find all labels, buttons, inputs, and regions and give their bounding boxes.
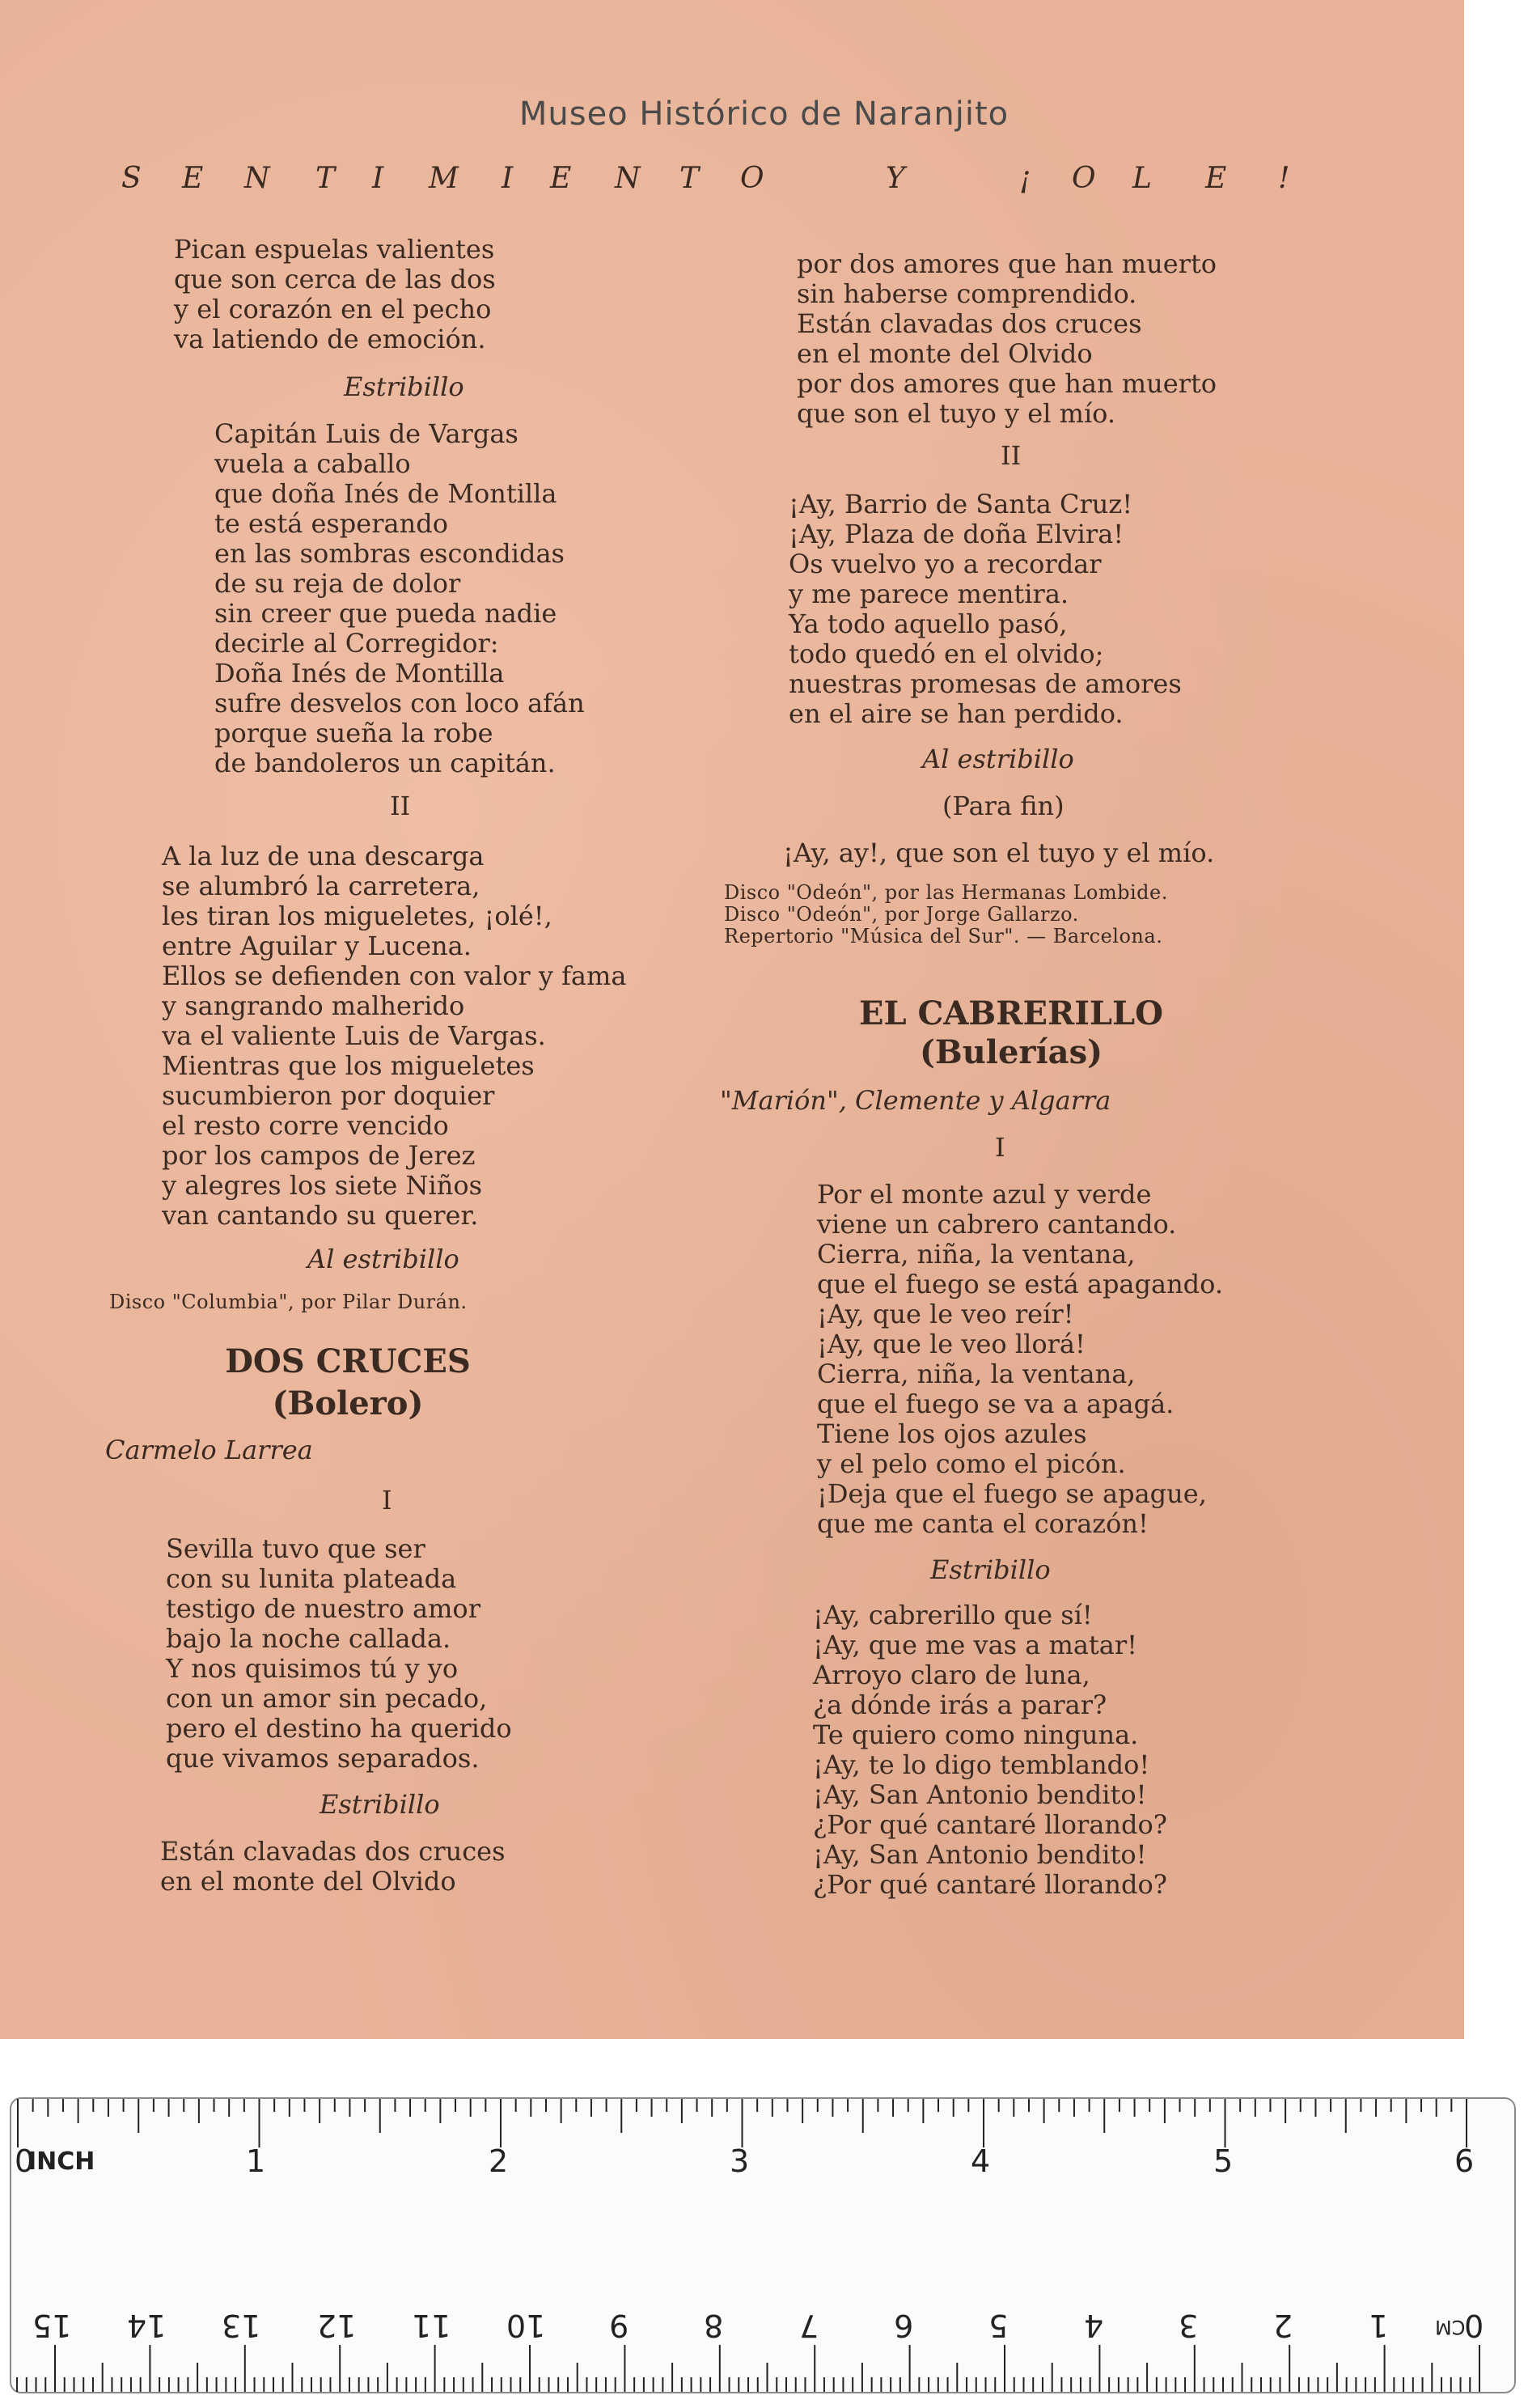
- verse-line: y me parece mentira.: [789, 579, 1069, 609]
- verse-line: ¿Por qué cantaré llorando?: [813, 1869, 1167, 1900]
- cm-number: 10: [506, 2308, 546, 2343]
- ending-line: ¡Ay, ay!, que son el tuyo y el mío.: [783, 837, 1215, 868]
- verse-line: y el pelo como el picón.: [817, 1448, 1126, 1479]
- verse-line: van cantando su querer.: [162, 1200, 479, 1231]
- verse-line: que son cerca de las dos: [174, 264, 496, 295]
- cm-number: 6: [894, 2308, 914, 2343]
- verse-line: que doña Inés de Montilla: [214, 478, 557, 509]
- song-author: Carmelo Larrea: [105, 1435, 313, 1465]
- verse-line: sufre desvelos con loco afán: [214, 688, 585, 719]
- header-letter: E: [1205, 162, 1227, 195]
- left-verse-2: [162, 842, 626, 1231]
- right-verse-4: [813, 1600, 1167, 1900]
- header-letter: N: [244, 162, 270, 195]
- cm-number: 12: [317, 2308, 357, 2343]
- verse-line: por dos amores que han muerto: [797, 248, 1217, 279]
- song-author: "Marión", Clemente y Algarra: [720, 1085, 1111, 1116]
- song-genre: (Bolero): [272, 1384, 424, 1422]
- disco-line: Disco "Odeón", por Jorge Gallarzo.: [724, 903, 1079, 926]
- left-chorus: [214, 419, 585, 778]
- verse-line: que me canta el corazón!: [817, 1508, 1149, 1539]
- verse-line: Arroyo claro de luna,: [813, 1660, 1090, 1690]
- verse-line: sin haberse comprendido.: [797, 278, 1137, 309]
- header-letter: T: [315, 162, 336, 195]
- inch-number: 0: [15, 2143, 35, 2179]
- verse-line: Cierra, niña, la ventana,: [817, 1359, 1136, 1389]
- header-letter: N: [615, 162, 641, 195]
- cm-number: 8: [704, 2308, 724, 2343]
- verse-line: y sangrando malherido: [162, 990, 465, 1021]
- header-letter: O: [1072, 162, 1096, 195]
- verse-line: bajo la noche callada.: [166, 1623, 451, 1654]
- verse-line: ¡Ay, te lo digo temblando!: [813, 1749, 1150, 1780]
- header-letter: S: [121, 162, 142, 195]
- section-numeral: II: [390, 791, 411, 821]
- estribillo-label: Estribillo: [344, 371, 464, 402]
- inch-number: 6: [1454, 2143, 1475, 2179]
- disco-line: Disco "Columbia", por Pilar Durán.: [109, 1291, 468, 1313]
- left-verse-1: [174, 235, 496, 354]
- section-numeral: I: [995, 1132, 1005, 1163]
- verse-line: ¡Ay, que le veo reír!: [817, 1299, 1074, 1329]
- header-letter: M: [429, 162, 459, 195]
- verse-line: Por el monte azul y verde: [817, 1179, 1152, 1210]
- header-letter: T: [679, 162, 700, 195]
- song-genre: (Bulerías): [919, 1033, 1103, 1071]
- verse-line: ¡Ay, cabrerillo que sí!: [813, 1600, 1093, 1630]
- watermark-text: Museo Histórico de Naranjito: [519, 95, 1009, 133]
- verse-line: en el aire se han perdido.: [789, 698, 1124, 729]
- verse-line: se alumbró la carretera,: [162, 871, 480, 901]
- verse-line: en el monte del Olvido: [797, 338, 1093, 369]
- verse-line: Os vuelvo yo a recordar: [789, 549, 1102, 579]
- verse-line: y alegres los siete Niños: [162, 1170, 482, 1201]
- estribillo-label: Estribillo: [320, 1789, 440, 1820]
- disco-line: Repertorio "Música del Sur". — Barcelona.: [724, 925, 1163, 948]
- verse-line: porque sueña la robe: [214, 718, 493, 748]
- verse-line: por dos amores que han muerto: [797, 368, 1217, 399]
- verse-line: Ellos se defienden con valor y fama: [162, 960, 627, 991]
- verse-line: va latiendo de emoción.: [174, 324, 486, 354]
- verse-line: de su reja de dolor: [214, 568, 461, 599]
- verse-line: Cierra, niña, la ventana,: [817, 1239, 1136, 1270]
- left-verse-3: [166, 1534, 512, 1774]
- inch-unit-label: INCH: [28, 2147, 95, 2176]
- cm-unit-label: CM: [1435, 2316, 1466, 2338]
- ruler-ticks: [11, 2099, 1514, 2392]
- header-letter: E: [182, 162, 204, 195]
- verse-line: sucumbieron por doquier: [162, 1080, 495, 1111]
- verse-line: ¡Ay, que le veo llorá!: [817, 1329, 1086, 1359]
- disco-line: Disco "Odeón", por las Hermanas Lombide.: [724, 881, 1168, 904]
- song-title: DOS CRUCES: [225, 1342, 471, 1380]
- verse-line: todo quedó en el olvido;: [789, 638, 1104, 669]
- verse-line: Y nos quisimos tú y yo: [166, 1653, 459, 1684]
- inch-number: 2: [489, 2143, 509, 2179]
- verse-line: Sevilla tuvo que ser: [166, 1533, 425, 1564]
- verse-line: nuestras promesas de amores: [789, 668, 1182, 699]
- verse-line: decirle al Corregidor:: [214, 628, 499, 659]
- cm-number: 11: [412, 2308, 451, 2343]
- verse-line: Ya todo aquello pasó,: [789, 608, 1068, 639]
- verse-line: ¡Ay, San Antonio bendito!: [813, 1839, 1147, 1870]
- verse-line: entre Aguilar y Lucena.: [162, 931, 472, 961]
- al-estribillo-label: Al estribillo: [307, 1244, 459, 1274]
- al-estribillo-label: Al estribillo: [922, 744, 1074, 774]
- verse-line: ¡Deja que el fuego se apague,: [817, 1478, 1207, 1509]
- inch-number: 4: [971, 2143, 991, 2179]
- verse-line: pero el destino ha querido: [166, 1713, 512, 1744]
- header-letter: L: [1132, 162, 1152, 195]
- verse-line: les tiran los migueletes, ¡olé!,: [162, 901, 552, 931]
- header-letter: !: [1278, 162, 1290, 195]
- header-letter: O: [740, 162, 764, 195]
- verse-line: Capitán Luis de Vargas: [214, 418, 519, 449]
- verse-line: ¡Ay, San Antonio bendito!: [813, 1779, 1147, 1810]
- inch-number: 5: [1213, 2143, 1234, 2179]
- verse-line: te está esperando: [214, 508, 448, 539]
- measuring-ruler: [10, 2097, 1516, 2393]
- section-numeral: I: [382, 1485, 392, 1516]
- verse-line: Te quiero como ninguna.: [813, 1719, 1139, 1750]
- header-letter: I: [372, 162, 384, 195]
- verse-line: ¿a dónde irás a parar?: [813, 1689, 1107, 1720]
- verse-line: de bandoleros un capitán.: [214, 748, 556, 778]
- verse-line: A la luz de una descarga: [162, 841, 485, 871]
- verse-line: que son el tuyo y el mío.: [797, 398, 1116, 429]
- left-verse-4: [160, 1837, 506, 1897]
- estribillo-label: Estribillo: [930, 1554, 1051, 1585]
- verse-line: testigo de nuestro amor: [166, 1593, 480, 1624]
- cm-number: 14: [127, 2308, 167, 2343]
- verse-line: Mientras que los migueletes: [162, 1050, 535, 1081]
- right-verse-2: [789, 490, 1182, 729]
- verse-line: viene un cabrero cantando.: [817, 1209, 1177, 1240]
- verse-line: por los campos de Jerez: [162, 1140, 476, 1171]
- header-letter: Y: [886, 162, 905, 195]
- cm-number: 3: [1179, 2308, 1199, 2343]
- verse-line: en el monte del Olvido: [160, 1866, 456, 1897]
- cm-number: 5: [988, 2308, 1009, 2343]
- verse-line: que el fuego se va a apagá.: [817, 1388, 1175, 1419]
- disco-credits: [724, 882, 1168, 948]
- verse-line: con su lunita plateada: [166, 1563, 457, 1594]
- header-letter: ¡: [1019, 162, 1031, 195]
- song-title: EL CABRERILLO: [859, 994, 1163, 1032]
- verse-line: Doña Inés de Montilla: [214, 658, 505, 689]
- verse-line: ¡Ay, Plaza de doña Elvira!: [789, 519, 1124, 549]
- section-numeral: II: [1001, 440, 1022, 471]
- right-verse-1: [797, 249, 1217, 429]
- verse-line: el resto corre vencido: [162, 1110, 449, 1141]
- verse-line: Pican espuelas valientes: [174, 234, 495, 265]
- header-letter: E: [550, 162, 572, 195]
- header-letter: I: [502, 162, 514, 195]
- verse-line: vuela a caballo: [214, 448, 411, 479]
- cm-number: 9: [609, 2308, 629, 2343]
- verse-line: y el corazón en el pecho: [174, 294, 492, 324]
- disco-credit: [109, 1291, 468, 1313]
- verse-line: que el fuego se está apagando.: [817, 1269, 1224, 1299]
- verse-line: Tiene los ojos azules: [817, 1418, 1087, 1449]
- verse-line: va el valiente Luis de Vargas.: [162, 1020, 546, 1051]
- verse-line: Están clavadas dos cruces: [160, 1836, 506, 1867]
- verse-line: ¡Ay, Barrio de Santa Cruz!: [789, 489, 1133, 519]
- verse-line: que vivamos separados.: [166, 1743, 480, 1774]
- verse-line: ¿Por qué cantaré llorando?: [813, 1809, 1167, 1840]
- verse-line: con un amor sin pecado,: [166, 1683, 488, 1714]
- verse-line: en las sombras escondidas: [214, 538, 565, 569]
- right-verse-3: [817, 1180, 1223, 1539]
- cm-number: 15: [32, 2308, 72, 2343]
- cm-number: 1: [1369, 2308, 1389, 2343]
- para-fin-label: (Para fin): [942, 791, 1065, 821]
- cm-number: 0: [1464, 2308, 1484, 2343]
- cm-number: 2: [1273, 2308, 1293, 2343]
- verse-line: Están clavadas dos cruces: [797, 308, 1142, 339]
- cm-number: 13: [222, 2308, 261, 2343]
- cm-number: 7: [799, 2308, 819, 2343]
- inch-number: 1: [246, 2143, 266, 2179]
- cm-number: 4: [1084, 2308, 1104, 2343]
- verse-line: ¡Ay, que me vas a matar!: [813, 1630, 1138, 1660]
- verse-line: sin creer que pueda nadie: [214, 598, 557, 629]
- inch-number: 3: [730, 2143, 750, 2179]
